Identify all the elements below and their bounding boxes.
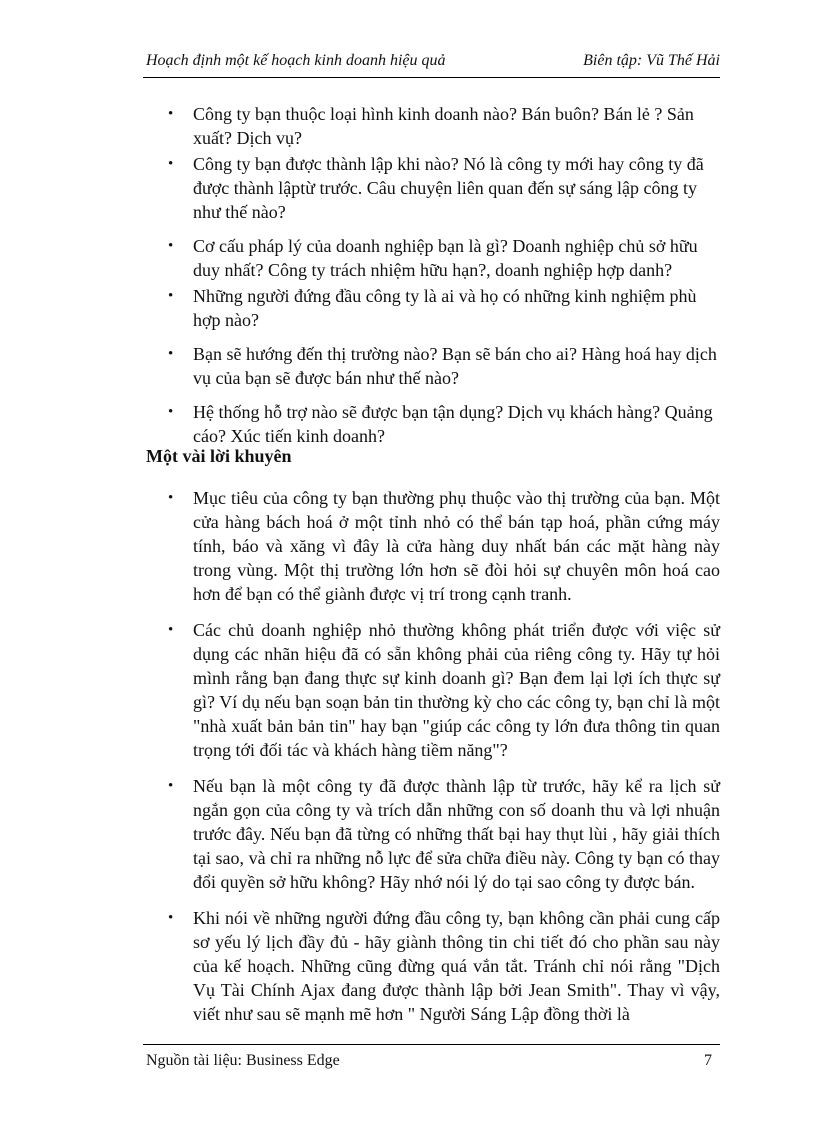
list-item — [168, 618, 720, 762]
list-item: • Hệ thống hỗ trợ nào sẽ được bạn tận dụng? Dịch vụ khách hàng? Quảng cáo? Xúc tiến kinh doanh? — [168, 400, 720, 448]
page-number: 7 — [704, 1052, 712, 1069]
page-header — [146, 52, 720, 70]
document-title: Hoạch định một kế hoạch kinh doanh hiệu quả — [146, 52, 446, 69]
list-item: • Những người đứng đầu công ty là ai và họ có những kinh nghiệm phù hợp nào? — [168, 284, 720, 332]
list-item: • Công ty bạn được thành lập khi nào? Nó là công ty mới hay công ty đã được thành lậptừ trước. Câu chuyện liên quan đến sự sáng lập công ty như thế nào? — [168, 152, 720, 224]
list-item: • Bạn sẽ hướng đến thị trường nào? Bạn sẽ bán cho ai? Hàng hoá hay dịch vụ của bạn sẽ được bán như thế nào? — [168, 342, 720, 390]
advice-text: • Mục tiêu của công ty bạn thường phụ thuộc vào thị trường của bạn. Một cửa hàng bách hoá ở một tỉnh nhỏ có thể bán tạp hoá, phần cứng máy tính, báo và xăng vì đây là cửa hàng duy nhất bán các mặt hàng này trong vùng. Một thị trường lớn hơn sẽ đòi hỏi sự chuyên môn hoá cao hơn để bạn có thể giành được vị trí trong cạnh tranh. — [193, 488, 720, 604]
list-item — [168, 906, 720, 1026]
advice-text: • Khi nói về những người đứng đầu công ty, bạn không cần phải cung cấp sơ yếu lý lịch đầy đủ - hãy giành thông tin chi tiết đó cho phần sau này của kế hoạch. Những cũng đừng quá vắn tắt. Tránh chỉ nói rằng "Dịch Vụ Tài Chính Ajax đang được thành lập bởi Jean Smith". Thay vì vậy, viết như sau sẽ mạnh mẽ hơn " Người Sáng Lập đồng thời là — [193, 908, 720, 1024]
source-credit: Nguồn tài liệu: Business Edge — [146, 1052, 340, 1069]
list-item: • Công ty bạn thuộc loại hình kinh doanh nào? Bán buôn? Bán lẻ ? Sản xuất? Dịch vụ? — [168, 102, 720, 150]
list-item — [168, 774, 720, 894]
section-heading: Một vài lời khuyên — [146, 446, 292, 466]
advice-text: • Các chủ doanh nghiệp nhỏ thường không phát triển được với việc sử dụng các nhãn hiệu đã có sẵn không phải của riêng công ty. Hãy tự hỏi mình rằng bạn đang thực sự kinh doanh gì? Bạn đem lại lợi ích thực sự gì? Ví dụ nếu bạn soạn bản tin thường kỳ cho các công ty, bạn chỉ là một "nhà xuất bản bản tin" hay bạn "giúp các công ty lớn đưa thông tin quan trọng tới đối tác và khách hàng tiềm năng"? — [193, 620, 720, 760]
list-item — [168, 486, 720, 606]
header-divider — [143, 77, 720, 78]
page-footer — [146, 1052, 712, 1070]
editor-credit: Biên tập: Vũ Thế Hải — [583, 52, 720, 69]
list-item: • Cơ cấu pháp lý của doanh nghiệp bạn là gì? Doanh nghiệp chủ sở hữu duy nhất? Công ty trách nhiệm hữu hạn?, doanh nghiệp hợp danh? — [168, 234, 720, 282]
advice-list — [168, 486, 720, 1038]
advice-text: • Nếu bạn là một công ty đã được thành lập từ trước, hãy kể ra lịch sử ngắn gọn của công ty và trích dẫn những con số doanh thu và lợi nhuận trước đây. Nếu bạn đã từng có những thất bại hay thụt lùi , hãy giải thích tại sao, và chỉ ra những nỗ lực để sửa chữa điều này. Công ty bạn có thay đổi quyền sở hữu không? Hãy nhớ nói lý do tại sao công ty được bán. — [193, 776, 720, 892]
question-list — [168, 102, 720, 450]
footer-divider — [143, 1044, 720, 1045]
